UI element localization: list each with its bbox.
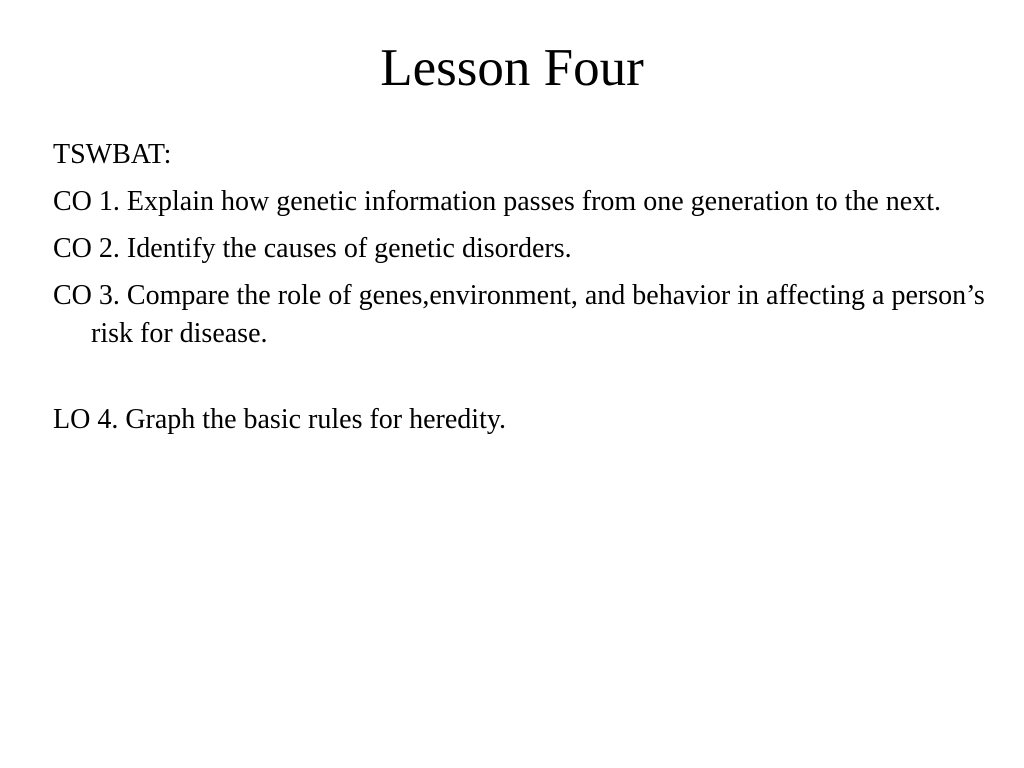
slide-title: Lesson Four <box>380 39 644 97</box>
objective-co3: CO 3. Compare the role of genes,environment, and behavior in affecting a person’s risk for disease. <box>53 280 985 349</box>
blank-line <box>53 362 993 401</box>
objective-co2: CO 2. Identify the causes of genetic disorders. <box>53 233 572 264</box>
objective-co1: CO 1. Explain how genetic information passes from one generation to the next. <box>53 186 942 217</box>
objective-lo4: LO 4. Graph the basic rules for heredity. <box>53 404 507 435</box>
slide-body <box>53 136 993 448</box>
objective-intro: TSWBAT: <box>53 139 172 170</box>
